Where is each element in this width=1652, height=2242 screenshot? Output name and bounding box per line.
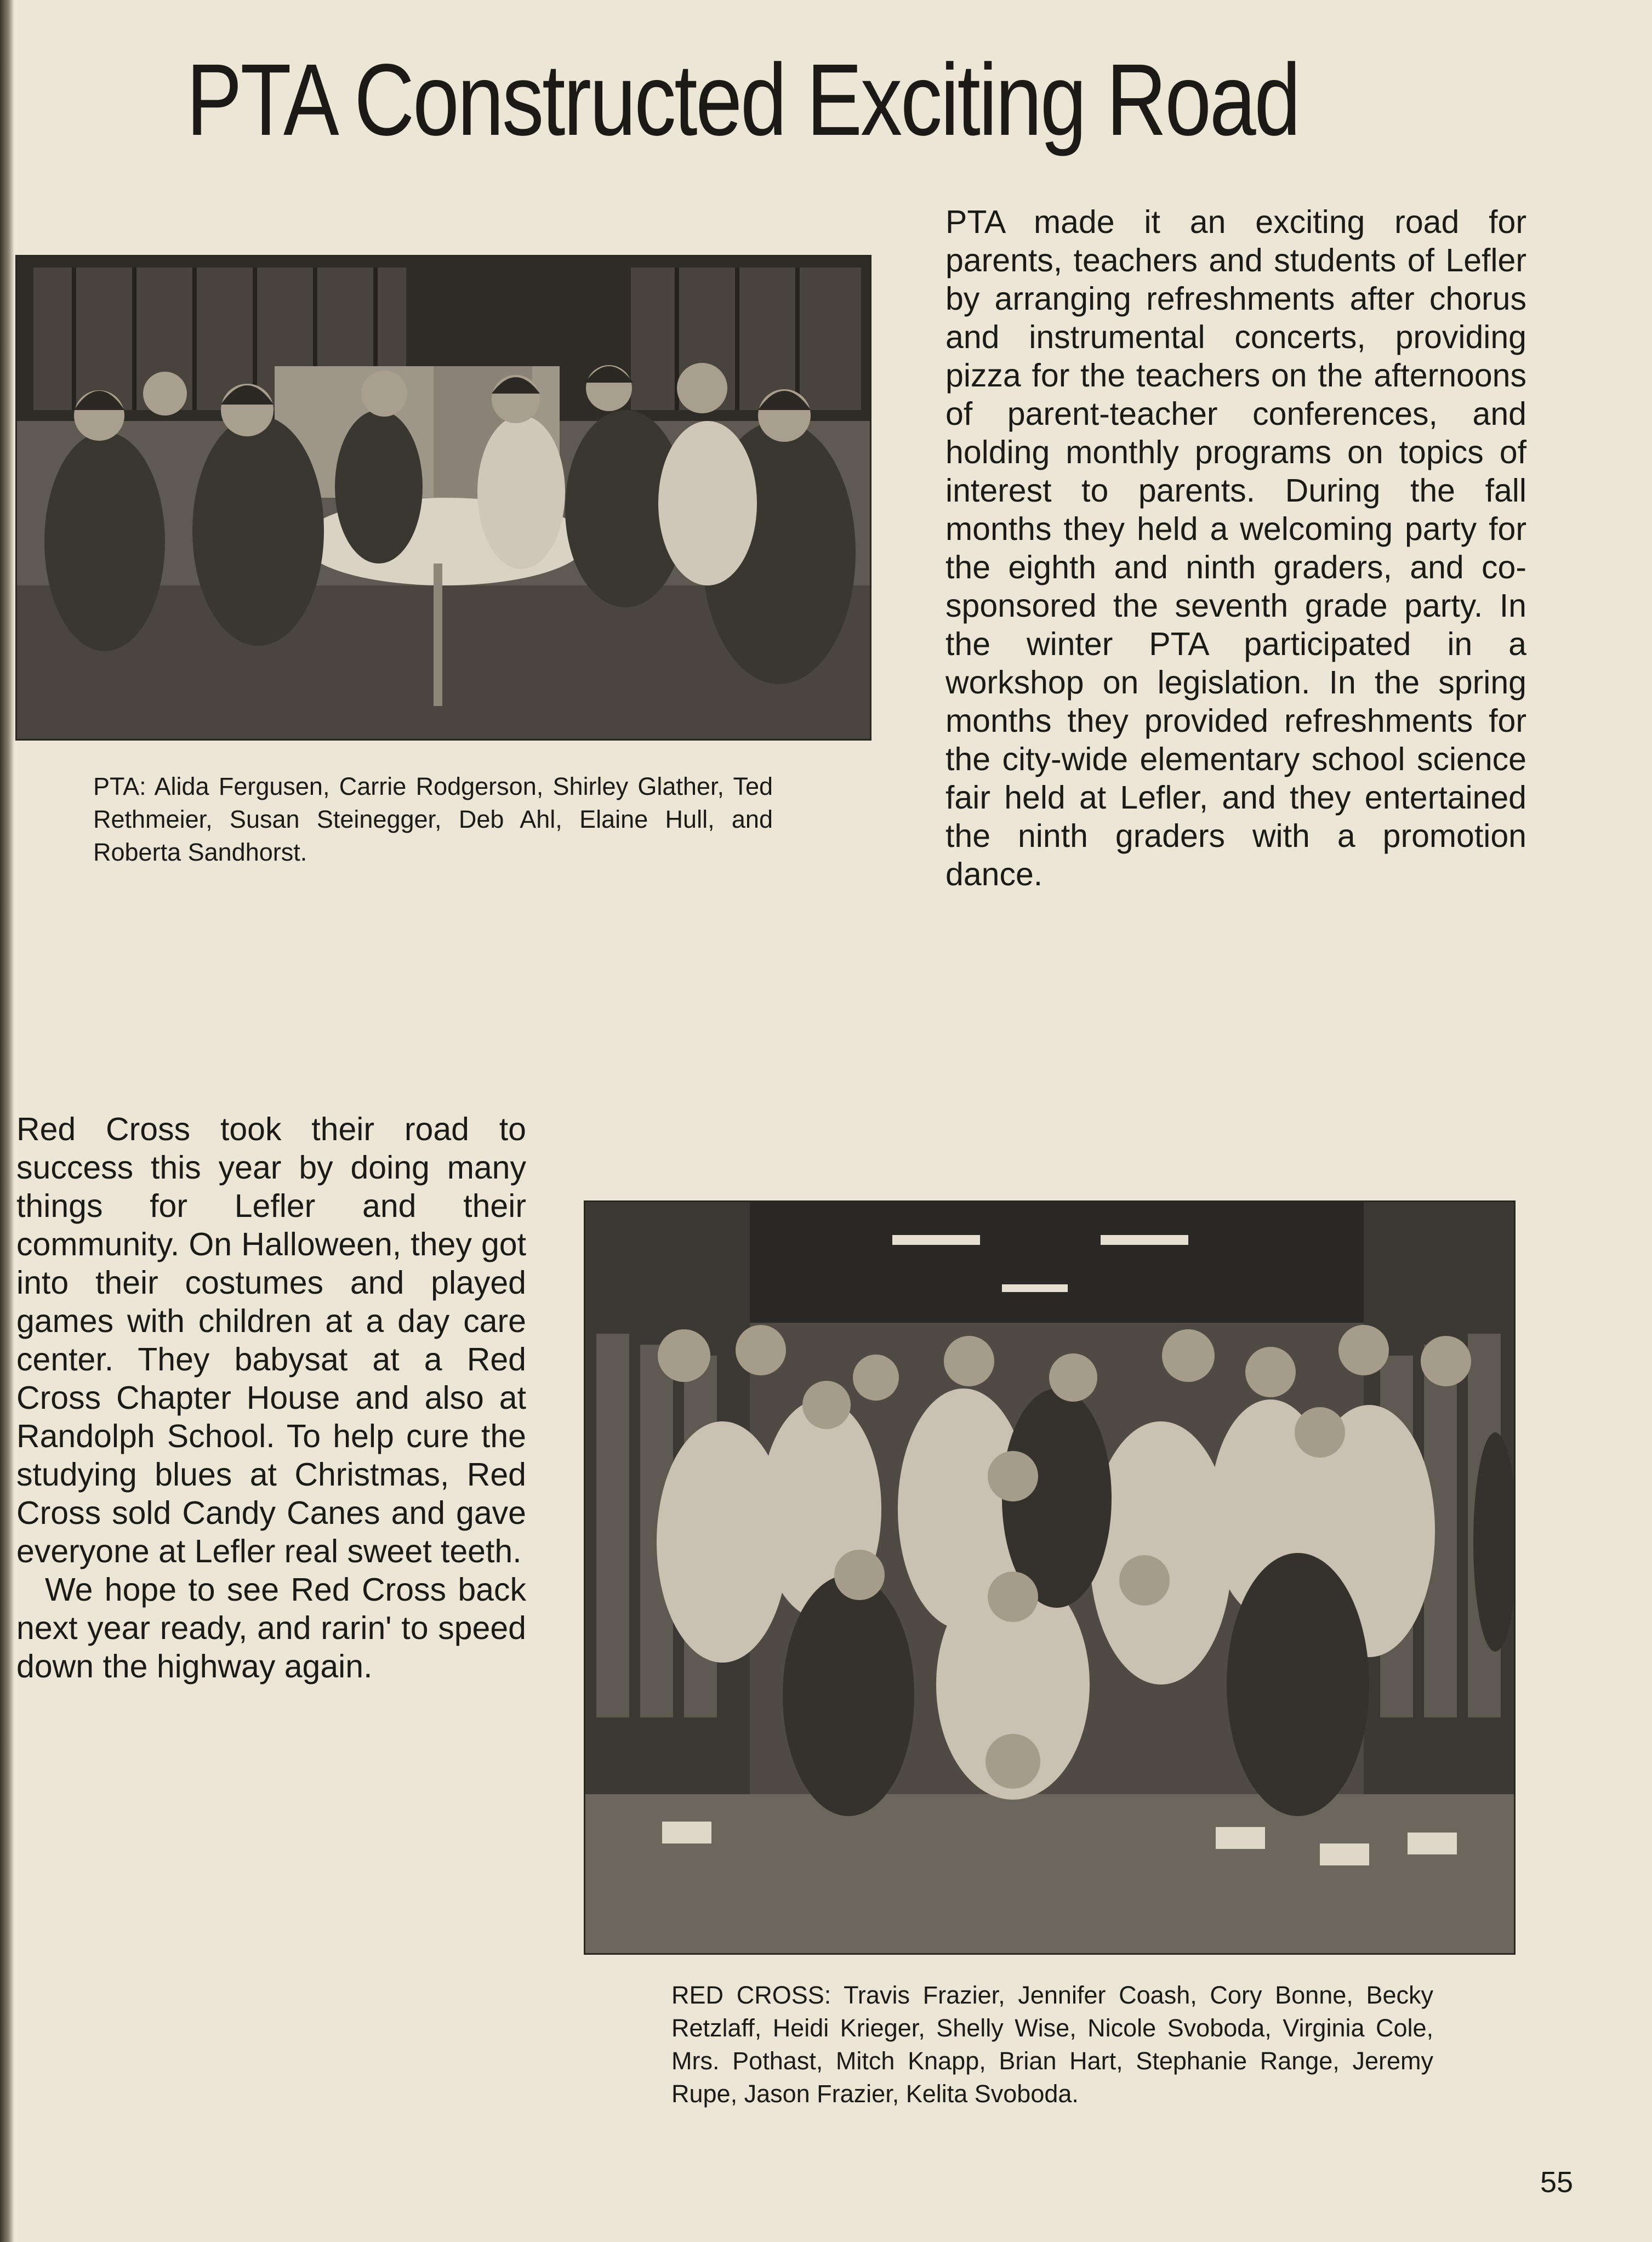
pta-article-paragraph: PTA made it an exciting road for parents, teachers and students of Lefler by arranging refreshments after chorus and instrumental concerts, providing pizza for the teachers on the afternoons of parent-teacher conferences, and holding monthly programs on topics of interest to parents. During the fall months they held a welcoming party for the eighth and ninth graders, and co-sponsored the seventh grade party. In the winter PTA participated in a workshop on legislation. In the spring months they provided refreshments for the city-wide elementary school science fair held at Lefler, and they entertained the ninth graders with a promotion dance. (945, 204, 1526, 892)
red-cross-article (16, 1110, 526, 1686)
pta-article (945, 203, 1526, 894)
red-cross-group-photo (584, 1200, 1516, 1955)
pta-group-photo (15, 255, 871, 741)
red-cross-paragraph-2: We hope to see Red Cross back next year ready, and rarin' to speed down the highway again. (16, 1572, 526, 1685)
red-cross-photo-caption: RED CROSS: Travis Frazier, Jennifer Coash, Cory Bonne, Becky Retzlaff, Heidi Krieger, Shelly Wise, Nicole Svoboda, Virginia Cole, Mrs. Pothast, Mitch Knapp, Brian Hart, Stephanie Range, Jeremy Rupe, Jason Frazier, Kelita Svoboda. (671, 1981, 1433, 2108)
red-cross-paragraph-1: Red Cross took their road to success this year by doing many things for Lefler and their community. On Halloween, they got into their costumes and played games with children at a day care center. They babysat at a Red Cross Chapter House and also at Randolph School. To help cure the studying blues at Christmas, Red Cross sold Candy Canes and gave everyone at Lefler real sweet teeth. (16, 1111, 526, 1569)
page-title: PTA Constructed Exciting Road (186, 43, 1299, 157)
pta-photo-caption: PTA: Alida Fergusen, Carrie Rodgerson, Shirley Glather, Ted Rethmeier, Susan Steinegger, Deb Ahl, Elaine Hull, and Roberta Sandhorst. (93, 772, 773, 866)
page-number: 55 (1540, 2166, 1574, 2199)
page-binding-edge (0, 0, 14, 2242)
